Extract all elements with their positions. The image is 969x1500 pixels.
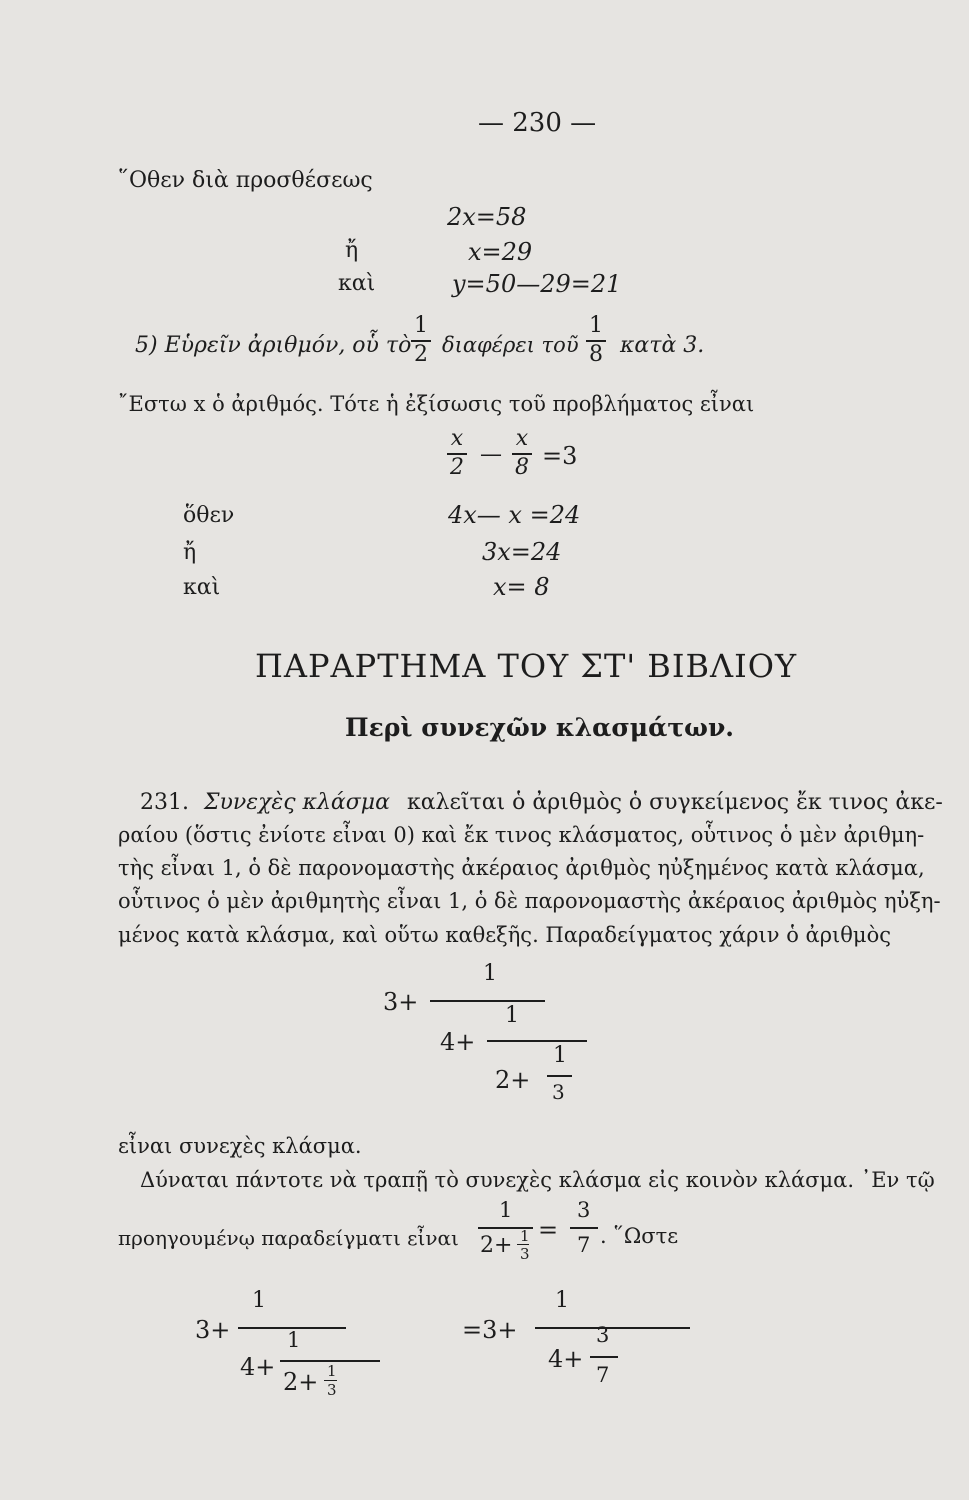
frac2-numerator: 1	[589, 313, 603, 338]
system2-label3: καὶ	[183, 575, 221, 600]
para231-number: 231.	[140, 790, 189, 815]
problem5-middle: διαφέρει τοῦ	[442, 333, 579, 357]
cf-bar1	[430, 1000, 545, 1002]
cf-d3: 3	[552, 1080, 565, 1104]
prev-frac-den-a: 2+	[480, 1233, 513, 1258]
final-right-bar1	[535, 1327, 690, 1329]
cf-n2: 1	[505, 1003, 519, 1028]
eq-frac2-den: 8	[515, 455, 529, 480]
system1-label3: καὶ	[338, 271, 376, 296]
system2-label2: ἤ	[183, 540, 197, 565]
prev-eq: =	[538, 1216, 559, 1244]
equation-frac1	[447, 428, 467, 479]
cf-a2: 2+	[495, 1066, 531, 1094]
final-left-a2: 2+	[283, 1368, 319, 1396]
para231-line2: ραίου (ὅστις ἐνίοτε εἶναι 0) καὶ ἔκ τινος κλάσματος, οὗτινος ὁ μὲν ἀριθμη-	[118, 823, 925, 847]
prev-small-num: 1	[520, 1227, 530, 1245]
page-number: — 230 —	[478, 108, 597, 138]
para231-line1	[140, 792, 943, 814]
final-eq-sign: =3+	[462, 1316, 518, 1344]
appendix-subtitle: Περὶ συνεχῶν κλασμάτων.	[345, 713, 735, 742]
para231-line1-rest: καλεῖται ὁ ἀριθμὸς ὁ συγκείμενος ἔκ τινος ἀκε-	[406, 790, 943, 815]
final-right-d2: 7	[596, 1363, 610, 1387]
final-left-n1: 1	[252, 1288, 266, 1313]
cf-bar2	[487, 1040, 587, 1042]
final-right-n2: 3	[596, 1323, 610, 1347]
cf-bar3	[547, 1075, 572, 1077]
frac1-denominator: 2	[414, 342, 428, 367]
frac1-numerator: 1	[414, 313, 428, 338]
para231-line3: τὴς εἶναι 1, ὁ δὲ παρονομαστὴς ἀκέραιος ἀριθμὸς ηὐξημένος κατὰ κλάσμα,	[118, 856, 925, 880]
line-prev-prefix: προηγουμένῳ παραδείγματι εἶναι	[118, 1226, 459, 1250]
final-left-a0: 3+	[195, 1316, 231, 1344]
system2-eq1: 4x— x =24	[448, 501, 581, 529]
equation-frac2	[512, 428, 532, 479]
system2-label1: ὅθεν	[183, 503, 235, 528]
problem5-frac1	[411, 315, 431, 366]
cf-n1: 1	[483, 961, 497, 986]
para231-line5: μένος κατὰ κλάσμα, καὶ οὕτω καθεξῆς. Παραδείγματος χάριν ὁ ἀριθμὸς	[118, 923, 891, 947]
line-convert: Δύναται πάντοτε νὰ τραπῇ τὸ συνεχὲς κλάσμα εἰς κοινὸν κλάσμα. ᾿Εν τῷ	[140, 1168, 935, 1192]
final-right-bar2	[590, 1356, 618, 1358]
equation-rhs: =3	[542, 442, 578, 470]
system1-label2: ἤ	[345, 238, 359, 263]
prev-frac-num: 1	[499, 1198, 513, 1222]
prev-small-den: 3	[520, 1245, 530, 1263]
after-example: εἶναι συνεχὲς κλάσμα.	[118, 1134, 362, 1158]
prev-result-num: 3	[577, 1198, 591, 1222]
appendix-title: ΠΑΡΑΡΤΗΜΑ ΤΟΥ ΣΤ' ΒΙΒΛΙΟΥ	[255, 647, 798, 685]
prev-result-den: 7	[577, 1233, 591, 1257]
cf-n3: 1	[553, 1043, 567, 1068]
eq-frac1-den: 2	[450, 455, 464, 480]
final-left-small-num: 1	[327, 1362, 337, 1380]
system1-eq3: y=50—29=21	[452, 270, 622, 298]
para231-line4: οὗτινος ὁ μὲν ἀριθμητὴς εἶναι 1, ὁ δὲ παρονομαστὴς ἀκέραιος ἀριθμὸς ηὐξη-	[118, 889, 941, 913]
system1-eq2: x=29	[468, 238, 533, 266]
final-left-small-den: 3	[327, 1381, 337, 1399]
problem5-prefix: 5) Εὑρεῖν ἀριθμόν, οὗ τὸ	[135, 333, 412, 358]
system1-eq1: 2x=58	[447, 203, 527, 231]
final-left-n2: 1	[287, 1328, 301, 1352]
final-right-a1: 4+	[548, 1345, 584, 1373]
cf-a0: 3+	[383, 988, 419, 1016]
system2-eq3: x= 8	[493, 573, 550, 601]
eq-frac1-num: x	[450, 426, 464, 451]
cf-a1: 4+	[440, 1028, 476, 1056]
final-right-n1: 1	[555, 1288, 569, 1313]
problem5-suffix: κατὰ 3.	[620, 333, 705, 358]
frac2-denominator: 8	[589, 342, 603, 367]
para231-term: Συνεχὲς κλάσμα	[203, 790, 390, 815]
intro-line: ῞Οθεν διὰ προσθέσεως	[118, 168, 373, 193]
final-left-a1: 4+	[240, 1353, 276, 1381]
let-line: ῎Εστω x ὁ ἀριθμός. Τότε ἡ ἐξίσωσις τοῦ προβλήματος εἶναι	[118, 392, 755, 416]
eq-frac2-num: x	[515, 426, 529, 451]
problem5-frac2	[586, 315, 606, 366]
prev-result-bar	[570, 1227, 598, 1229]
equation-minus: —	[480, 442, 502, 467]
line-prev-suffix: . ῞Ωστε	[600, 1224, 679, 1248]
system2-eq2: 3x=24	[482, 538, 562, 566]
